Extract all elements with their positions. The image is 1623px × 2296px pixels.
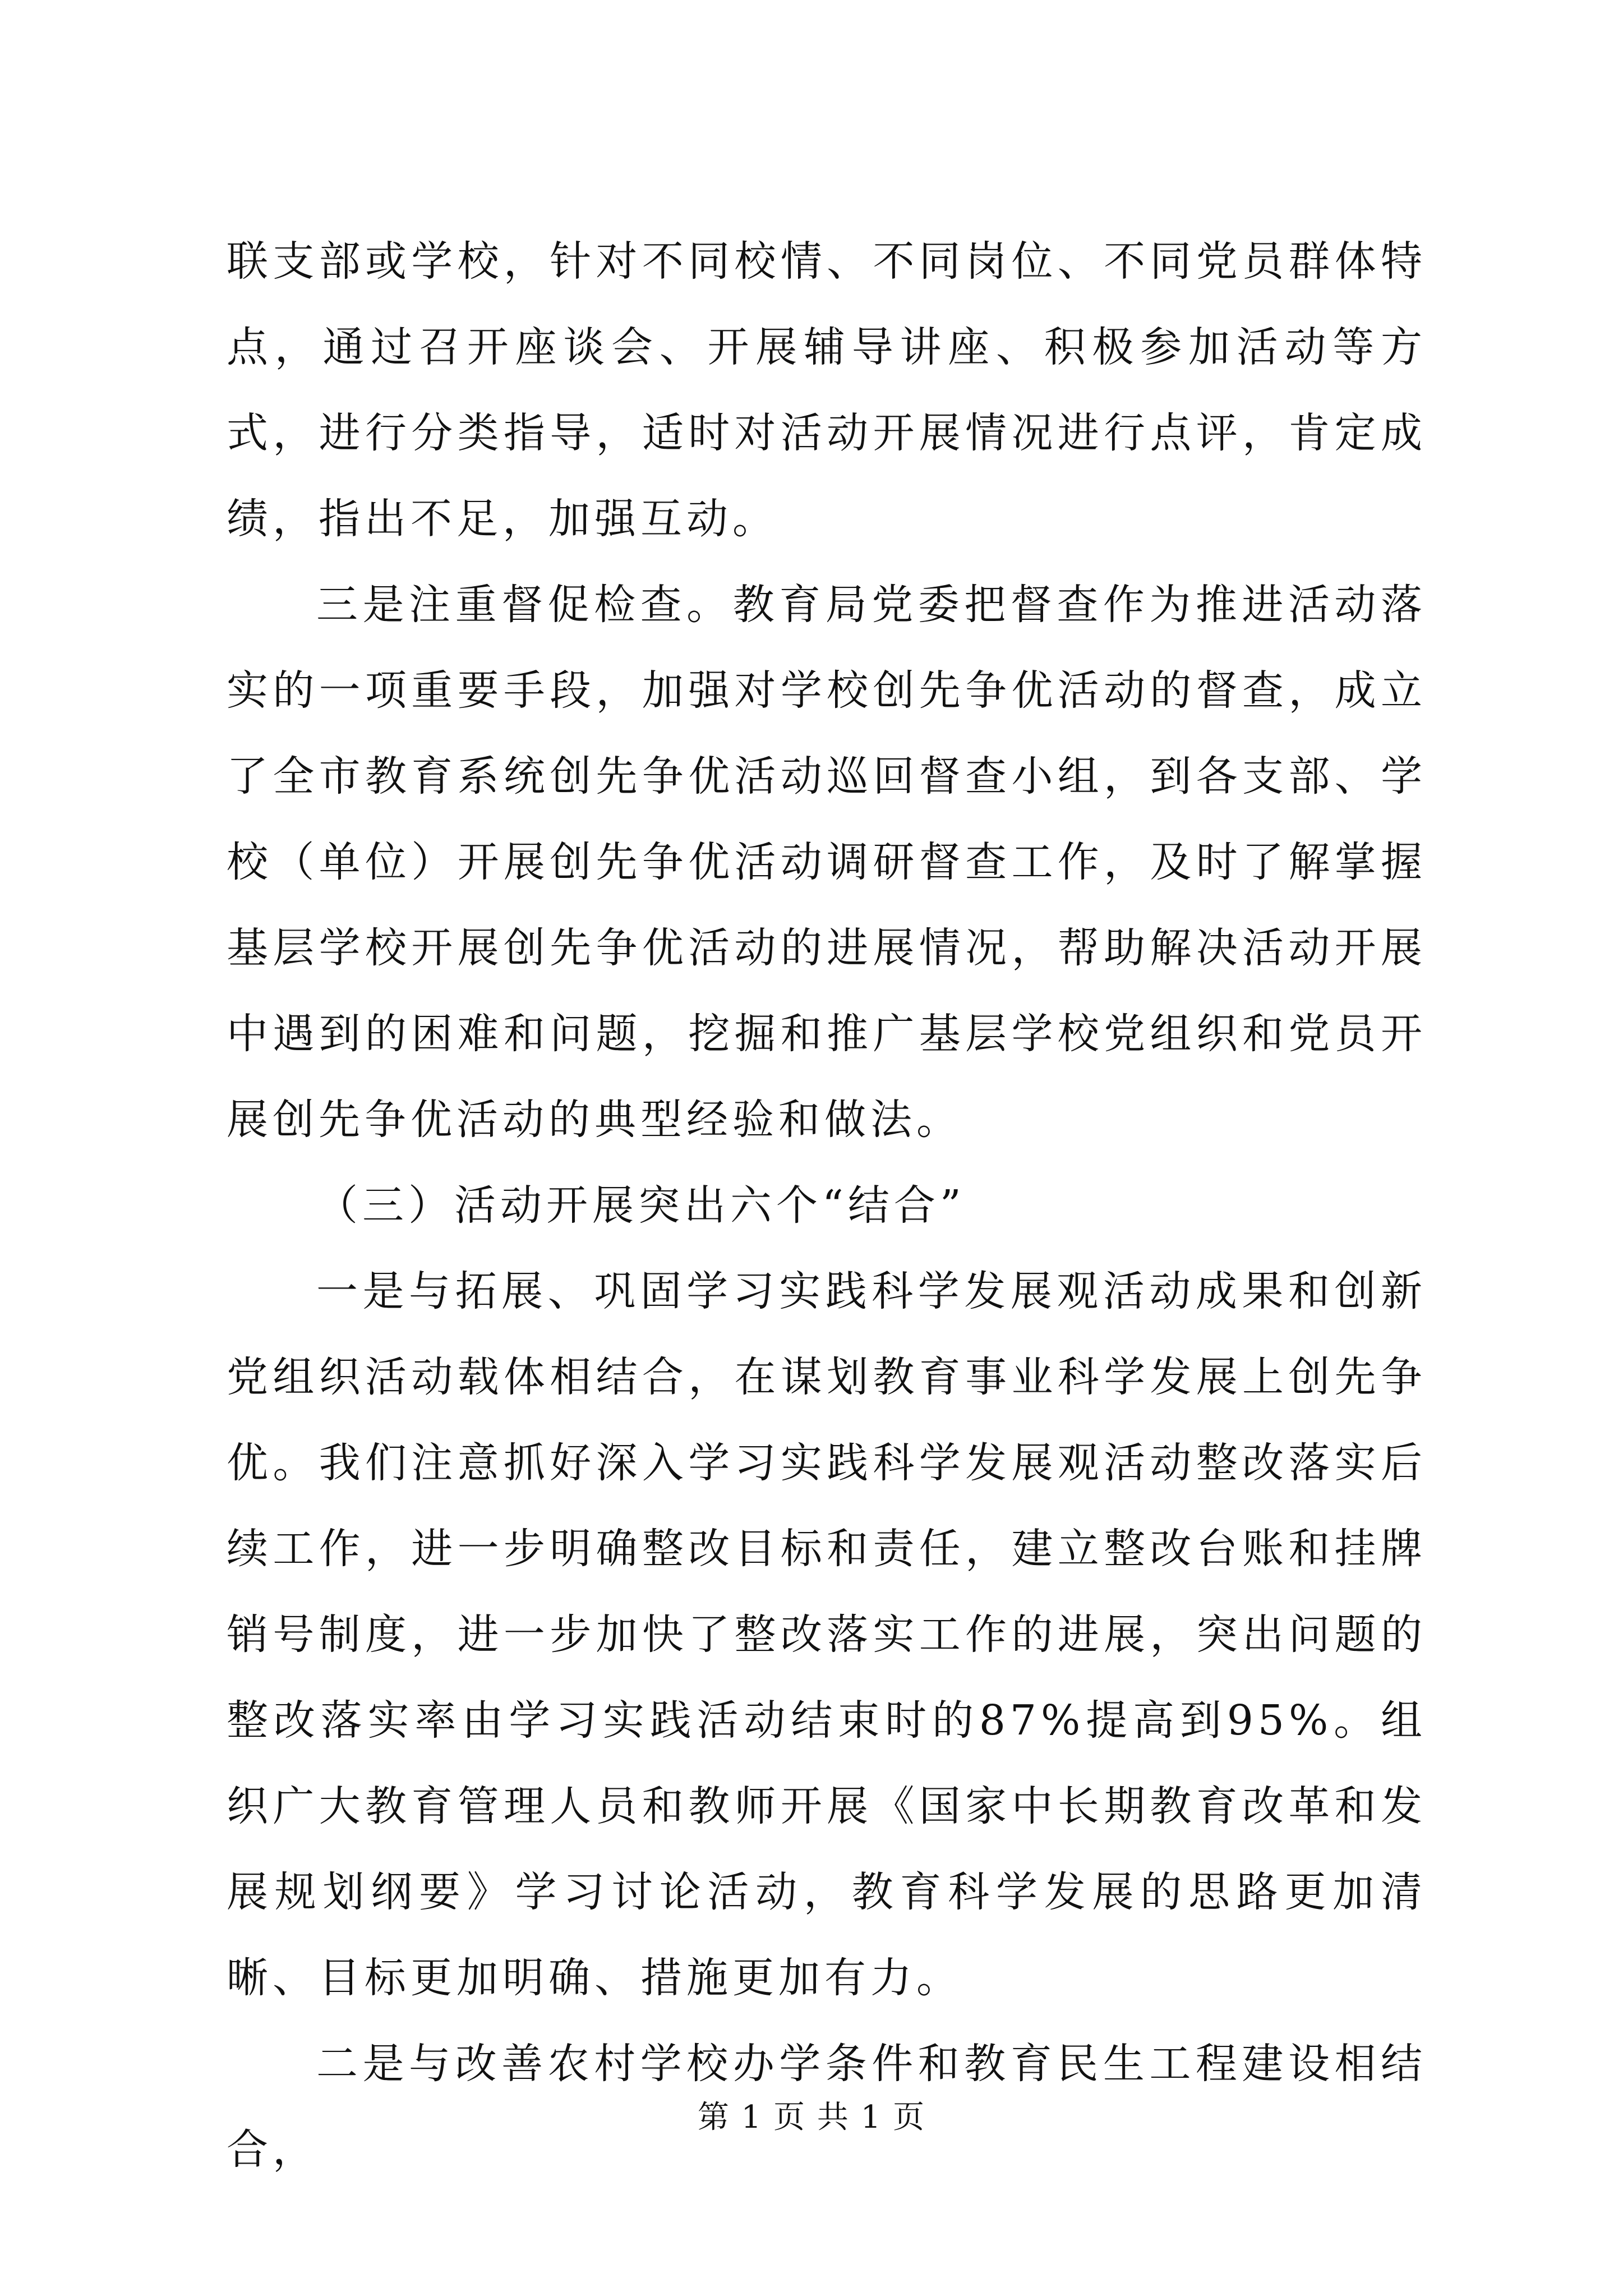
paragraph-supervision: 三是注重督促检查。教育局党委把督查作为推进活动落实的一项重要手段，加强对学校创先争优活动的督查，成立了全市教育系统创先争优活动巡回督查小组，到各支部、学校（单位）开展创先争优活动调研督查工作，及时了解掌握基层学校开展创先争优活动的进展情况，帮助解决活动开展中遇到的困难和问题，挖掘和推广基层学校党组织和党员开展创先争优活动的典型经验和做法。 [227,581,1427,1144]
paragraph-combination-one: 一是与拓展、巩固学习实践科学发展观活动成果和创新党组织活动载体相结合，在谋划教育事业科学发展上创先争优。我们注意抓好深入学习实践科学发展观活动整改落实后续工作，进一步明确整改目标和责任，建立整改台账和挂牌销号制度，进一步加快了整改落实工作的进展，突出问题的整改落实率由学习实践活动结束时的87%提高到95%。组织广大教育管理人员和教师开展《国家中长期教育改革和发展规划纲要》学习讨论活动，教育科学发展的思路更加清晰、目标更加明确、措施更加有力。 [227,1267,1427,2002]
page-footer: 第 1 页 共 1 页 [697,2099,926,2136]
paragraph-combination-two: 二是与改善农村学校办学条件和教育民生工程建设相结合， [227,2040,1427,2174]
paragraph-continuation: 联支部或学校，针对不同校情、不同岗位、不同党员群体特点，通过召开座谈会、开展辅导讲座、积极参加活动等方式，进行分类指导，适时对活动开展情况进行点评，肯定成绩，指出不足，加强互动。 [227,237,1427,543]
section-heading: （三）活动开展突出六个“结合” [316,1181,966,1230]
document-body [227,219,1427,2193]
